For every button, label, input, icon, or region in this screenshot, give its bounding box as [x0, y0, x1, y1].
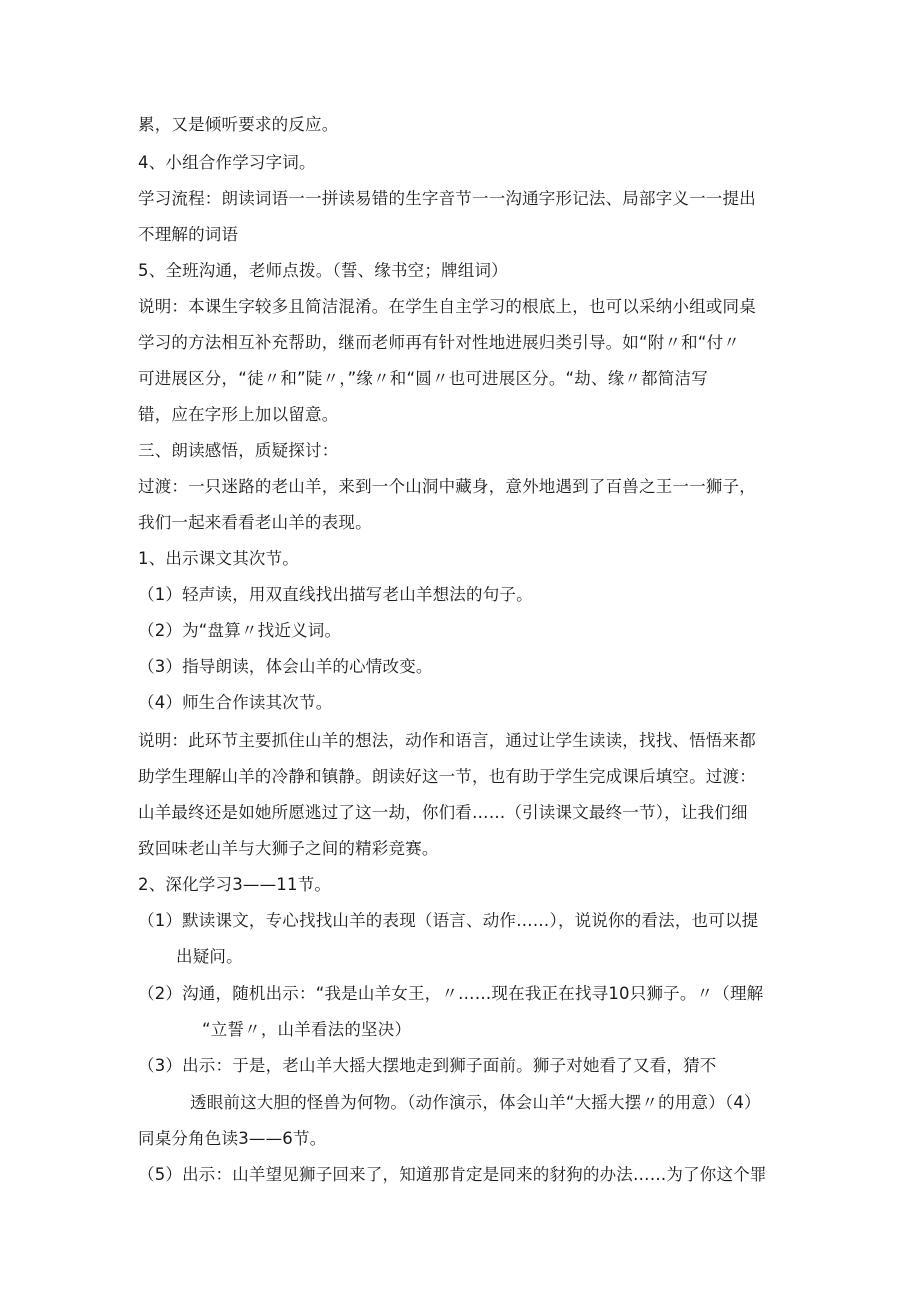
text-line-27: （3）出示：于是，老山羊大摇大摆地走到狮子面前。狮子对她看了又看，猜不 — [138, 1056, 717, 1075]
text-line-5: 5、全班沟通，老师点拨。（誓、缘书空；牌组词） — [138, 261, 508, 280]
text-line-20: 山羊最终还是如她所愿逃过了这一劫，你们看……（引读课文最终一节），让我们细 — [138, 803, 748, 822]
text-line-16: （3）指导朗读，体会山羊的心情改变。 — [138, 657, 433, 676]
text-line-6: 说明：本课生字较多且简洁混淆。在学生自主学习的根底上，也可以采纳小组或同桌 — [138, 297, 756, 316]
text-line-9: 错，应在字形上加以留意。 — [138, 405, 339, 424]
text-line-15: （2）为“盘算〃找近义词。 — [138, 621, 342, 640]
text-line-17: （4）师生合作读其次节。 — [138, 693, 333, 712]
text-line-23: （1）默读课文，专心找找山羊的表现（语言、动作……），说说你的看法，也可以提 — [138, 911, 759, 930]
text-line-10: 三、朗读感悟，质疑探讨： — [138, 441, 339, 460]
text-line-14: （1）轻声读，用双直线找出描写老山羊想法的句子。 — [138, 585, 533, 604]
text-line-13: 1、出示课文其次节。 — [138, 549, 299, 568]
text-line-11: 过渡：一只迷路的老山羊，来到一个山洞中藏身，意外地遇到了百兽之王一一狮子， — [138, 477, 756, 496]
text-line-26: “立誓〃，山羊看法的坚决） — [202, 1020, 412, 1039]
text-line-29: 同桌分角色读3——6节。 — [138, 1129, 327, 1148]
text-line-3: 学习流程：朗读词语一一拼读易错的生字音节一一沟通字形记法、局部字义一一提出 — [138, 189, 756, 208]
text-line-28: 透眼前这大胆的怪兽为何物。（动作演示，体会山羊“大摇大摆〃的用意）（4） — [190, 1093, 761, 1112]
text-line-22: 2、深化学习3——11节。 — [138, 875, 332, 894]
text-line-18: 说明：此环节主要抓住山羊的想法，动作和语言，通过让学生读读，找找、悟悟来都 — [138, 731, 756, 750]
text-line-8: 可进展区分，“徒〃和”陡〃，”缘〃和“圆〃也可进展区分。“劫、缘〃都简洁写 — [138, 369, 708, 388]
text-line-2: 4、小组合作学习字词。 — [138, 153, 316, 172]
text-line-4: 不理解的词语 — [138, 225, 239, 244]
text-line-19: 助学生理解山羊的冷静和镇静。朗读好这一节，也有助于学生完成课后填空。过渡： — [138, 767, 756, 786]
text-line-30: （5）出示：山羊望见狮子回来了，知道那肯定是同来的豺狗的办法……为了你这个罪 — [138, 1165, 767, 1184]
text-line-12: 我们一起来看看老山羊的表现。 — [138, 513, 372, 532]
text-line-25: （2）沟通，随机出示：“我是山羊女王，〃……现在我正在找寻10只狮子。〃（理解 — [138, 984, 764, 1003]
text-line-24: 出疑问。 — [176, 947, 243, 966]
text-line-1: 累，又是倾听要求的反应。 — [138, 115, 339, 134]
text-line-7: 学习的方法相互补充帮助，继而老师再有针对性地进展归类引导。如“附〃和“付〃 — [138, 333, 740, 352]
text-line-21: 致回味老山羊与大狮子之间的精彩竞赛。 — [138, 839, 439, 858]
